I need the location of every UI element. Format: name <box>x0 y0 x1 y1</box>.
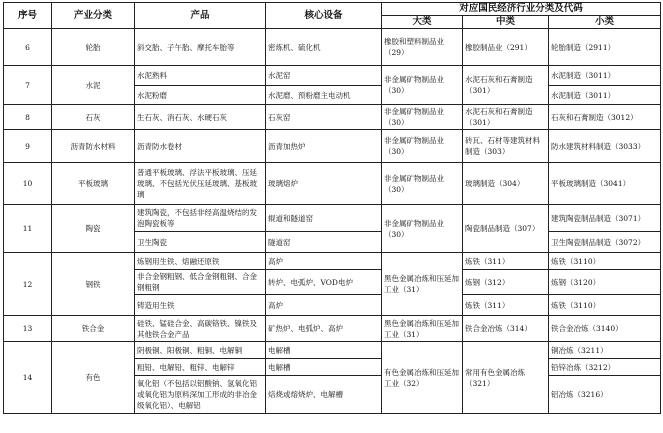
middle-cell: 炼铁（311） <box>463 253 549 270</box>
category-cell: 水泥 <box>52 66 135 105</box>
product-cell: 硅铁、锰硅合金、高碳铬铁、镍铁及其他铁合金产品 <box>135 316 266 342</box>
header-major: 大类 <box>382 16 463 29</box>
equipment-cell: 水泥磨、预粉磨主电动机 <box>266 86 382 105</box>
equipment-cell: 转炉、电弧炉、VOD电炉 <box>266 270 382 295</box>
equipment-cell: 辊道和隧道窑 <box>266 205 382 232</box>
product-cell: 非合金钢粗钢、低合金钢粗钢、合金钢粗钢 <box>135 270 266 295</box>
seq-cell: 9 <box>4 130 52 163</box>
middle-cell: 玻璃制造（304） <box>463 163 549 205</box>
major-cell: 橡胶和塑料制品业（29） <box>382 29 463 66</box>
table-row <box>4 66 661 86</box>
equipment-cell: 焙烧或熔烧炉、电解槽 <box>266 376 382 414</box>
minor-cell: 防水建筑材料制造（3033） <box>549 130 661 163</box>
category-cell: 钢铁 <box>52 253 135 316</box>
header-minor: 小类 <box>549 16 661 29</box>
minor-cell: 水泥制造（3011） <box>549 66 661 86</box>
seq-cell: 13 <box>4 316 52 342</box>
minor-cell: 轮胎制造（2911） <box>549 29 661 66</box>
minor-cell: 铁合金冶炼（3140） <box>549 316 661 342</box>
header-category: 产业分类 <box>52 3 135 29</box>
table-row <box>4 342 661 359</box>
minor-cell: 铜冶炼（3211） <box>549 342 661 359</box>
product-cell: 生石灰、消石灰、水硬石灰 <box>135 105 266 130</box>
equipment-cell: 高炉 <box>266 295 382 316</box>
product-cell: 阴极铜、阳极铜、粗铜、电解铜 <box>135 342 266 359</box>
seq-cell: 11 <box>4 205 52 253</box>
equipment-cell: 隧道窑 <box>266 232 382 253</box>
middle-cell: 常用有色金属冶炼（321） <box>463 342 549 414</box>
middle-cell: 砖瓦、石材等建筑材料制造（303） <box>463 130 549 163</box>
product-cell: 普通平板玻璃、浮法平板玻璃、压延玻璃、不包括光伏压延玻璃、基板玻璃 <box>135 163 266 205</box>
category-cell: 轮胎 <box>52 29 135 66</box>
equipment-cell: 水泥窑 <box>266 66 382 86</box>
major-cell: 非金属矿物制品业（30） <box>382 130 463 163</box>
table-row <box>4 253 661 270</box>
table-row <box>4 105 661 130</box>
product-cell: 卫生陶瓷 <box>135 232 266 253</box>
minor-cell: 炼铁（3110） <box>549 295 661 316</box>
minor-cell: 平板玻璃制造（3041） <box>549 163 661 205</box>
minor-cell: 建筑陶瓷制品制造（3071） <box>549 205 661 232</box>
product-cell: 粗铅、电解铅、粗锌、电解锌 <box>135 359 266 376</box>
product-cell: 沥青防水卷材 <box>135 130 266 163</box>
middle-cell: 橡胶制品业（291） <box>463 29 549 66</box>
industry-classification-table <box>3 2 661 414</box>
major-cell: 非金属矿物制品业（30） <box>382 66 463 105</box>
product-cell: 炼钢用生铁、熔融还原铁 <box>135 253 266 270</box>
product-cell: 水泥粉磨 <box>135 86 266 105</box>
equipment-cell: 高炉 <box>266 253 382 270</box>
header-product: 产品 <box>135 3 266 29</box>
middle-cell: 炼铁（311） <box>463 295 549 316</box>
product-cell: 氧化铝（不包括以铝酸钠、氢氧化铝或氧化铝为原料深加工形成的非冶金级氧化铝）、电解铝 <box>135 376 266 414</box>
seq-cell: 10 <box>4 163 52 205</box>
seq-cell: 12 <box>4 253 52 316</box>
table-row <box>4 130 661 163</box>
equipment-cell: 密炼机、硫化机 <box>266 29 382 66</box>
equipment-cell: 电解槽 <box>266 342 382 359</box>
header-middle: 中类 <box>463 16 549 29</box>
major-cell: 有色金属冶炼和压延加工业（32） <box>382 342 463 414</box>
major-cell: 非金属矿物制品业（30） <box>382 163 463 205</box>
minor-cell: 铝冶炼（3216） <box>549 376 661 414</box>
seq-cell: 7 <box>4 66 52 105</box>
equipment-cell: 矿热炉、电弧炉、高炉 <box>266 316 382 342</box>
minor-cell: 铅锌冶炼（3212） <box>549 359 661 376</box>
category-cell: 有色 <box>52 342 135 414</box>
seq-cell: 8 <box>4 105 52 130</box>
equipment-cell: 沥青加热炉 <box>266 130 382 163</box>
middle-cell: 铁合金冶炼（314） <box>463 316 549 342</box>
table-row <box>4 205 661 232</box>
equipment-cell: 玻璃熔炉 <box>266 163 382 205</box>
major-cell: 非金属矿物制品业（30） <box>382 205 463 253</box>
middle-cell: 水泥石灰和石膏制造（301） <box>463 66 549 105</box>
category-cell: 陶瓷 <box>52 205 135 253</box>
table-row <box>4 316 661 342</box>
middle-cell: 炼钢（312） <box>463 270 549 295</box>
major-cell: 非金属矿物制品业（30） <box>382 105 463 130</box>
seq-cell: 14 <box>4 342 52 414</box>
table-row <box>4 29 661 66</box>
middle-cell: 陶瓷制品制造（307） <box>463 205 549 253</box>
equipment-cell: 电解槽 <box>266 359 382 376</box>
minor-cell: 石灰和石膏制造（3012） <box>549 105 661 130</box>
table-row <box>4 163 661 205</box>
minor-cell: 水泥制造（3011） <box>549 86 661 105</box>
product-cell: 水泥熟料 <box>135 66 266 86</box>
category-cell: 石灰 <box>52 105 135 130</box>
product-cell: 铸造用生铁 <box>135 295 266 316</box>
seq-cell: 6 <box>4 29 52 66</box>
minor-cell: 炼铁（3110） <box>549 253 661 270</box>
product-cell: 建筑陶瓷，不包括非经高温烧结的发泡陶瓷板等 <box>135 205 266 232</box>
product-cell: 斜交胎、子午胎、摩托车胎等 <box>135 29 266 66</box>
category-cell: 平板玻璃 <box>52 163 135 205</box>
minor-cell: 炼钢（3120） <box>549 270 661 295</box>
equipment-cell: 石灰窑 <box>266 105 382 130</box>
major-cell: 黑色金属冶炼和压延加工业（31） <box>382 253 463 316</box>
header-seq: 序号 <box>4 3 52 29</box>
header-equipment: 核心设备 <box>266 3 382 29</box>
middle-cell: 水泥石灰和石膏制造（301） <box>463 105 549 130</box>
minor-cell: 卫生陶瓷制品制造（3072） <box>549 232 661 253</box>
major-cell: 黑色金属冶炼和压延加工业（31） <box>382 316 463 342</box>
category-cell: 铁合金 <box>52 316 135 342</box>
header-classification: 对应国民经济行业分类及代码 <box>382 3 661 16</box>
category-cell: 沥青防水材料 <box>52 130 135 163</box>
